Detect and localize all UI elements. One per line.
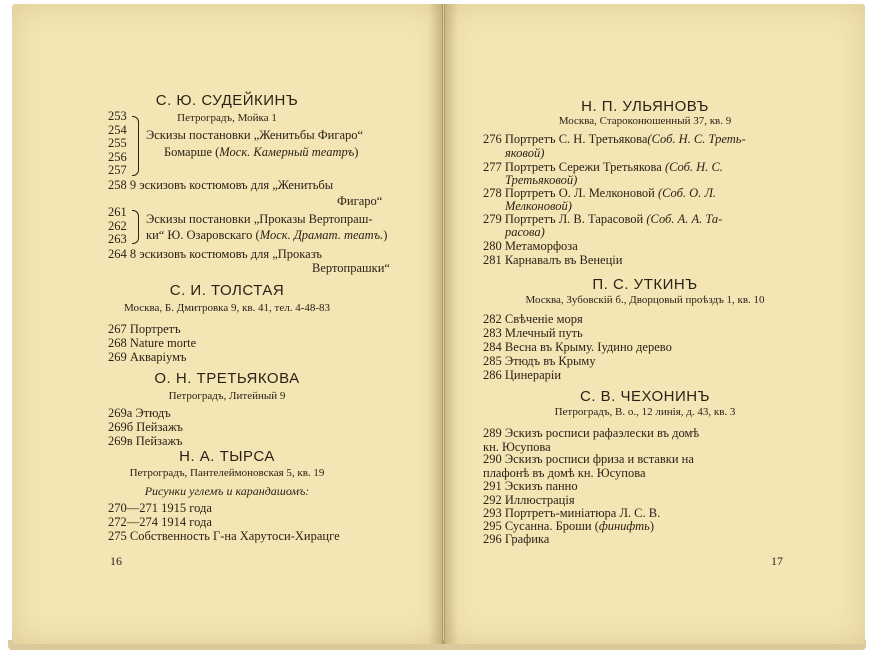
page-number: 16: [110, 554, 122, 568]
entry-268: 268 Nature morte: [108, 336, 197, 350]
entry-289: 289 Эскизъ росписи рафаэлески въ домѣ: [483, 426, 700, 440]
entry-number: 254: [108, 122, 127, 137]
entry-289-cont: кн. Юсупова: [483, 440, 551, 454]
brace: [132, 210, 139, 244]
entry-number: 261: [108, 205, 127, 219]
entry-owner: яковой): [505, 146, 545, 160]
entry-owner: (Соб. А. А. Та-: [646, 212, 723, 226]
entry-270-271: 270—271 1915 года: [108, 501, 212, 515]
entry-text: 278 Портретъ О. Л. Мелконовой: [483, 186, 658, 200]
entry-279: [483, 212, 722, 226]
book-spine: [428, 4, 458, 644]
entry-283: 283 Млечный путь: [483, 326, 583, 340]
artist-heading-utkin: П. С. УТКИНЪ: [592, 276, 698, 293]
entry-258-cont: Фигаро“: [337, 194, 383, 208]
entry-owner: финифть: [598, 519, 650, 533]
entry-286: 286 Цинераріи: [483, 368, 562, 382]
artist-heading-tolstaya: С. И. ТОЛСТАЯ: [169, 282, 285, 299]
entry-264-cont: Вертопрашки“: [312, 261, 390, 275]
entry-282: 282 Свѣченіе моря: [483, 312, 583, 326]
artist-address-chekhonin: Петроградъ, В. о., 12 линія, д. 43, кв. 3: [554, 406, 736, 418]
entry-number: 263: [108, 232, 127, 246]
entry-269b: 269б Пейзажъ: [108, 420, 183, 434]
entry-text: Эскизы постановки „Женитьбы Фигаро“: [146, 128, 364, 142]
entry-275: 275 Собственность Г-на Харутоси-Хирацге: [108, 529, 340, 543]
artist-address-tretyakova: Петроградъ, Литейный 9: [168, 390, 286, 402]
artist-heading-tretyakova: О. Н. ТРЕТЬЯКОВА: [154, 370, 300, 387]
entry-text-part: ): [383, 228, 388, 242]
entry-290: 290 Эскизъ росписи фриза и вставки на: [483, 452, 694, 466]
entry-owner: (Соб. О. Л.: [657, 186, 717, 200]
entry-292: 292 Иллюстрація: [483, 493, 575, 507]
entry-text: [146, 228, 387, 242]
artist-address-utkin: Москва, Зубовскій б., Дворцовый проѣздъ 1, кв. 10: [525, 294, 765, 306]
entry-267: 267 Портретъ: [108, 322, 181, 336]
entry-269a: 269а Этюдъ: [108, 406, 171, 420]
entry-293: 293 Портретъ-миніатюра Л. С. В.: [483, 506, 661, 520]
entry-291: 291 Эскизъ панно: [483, 479, 578, 493]
entry-owner: Мелконовой): [505, 199, 572, 213]
entry-text: [164, 145, 358, 159]
artist-address-tolstaya: Москва, Б. Дмитровка 9, кв. 41, тел. 4-48-83: [123, 302, 331, 314]
entry-text: 277 Портретъ Сережи Третьякова: [483, 160, 665, 174]
entry-272-274: 272—274 1914 года: [108, 515, 212, 529]
artist-heading-chekhonin: С. В. ЧЕХОНИНЪ: [579, 388, 710, 405]
entry-text: 276 Портретъ С. Н. Третьякова: [483, 132, 648, 146]
entry-numbers-253-257: [108, 110, 127, 178]
entry-284: 284 Весна въ Крыму. Іудино дерево: [483, 340, 672, 354]
entry-number: 255: [108, 136, 127, 150]
entry-296: 296 Графика: [483, 532, 550, 546]
entry-269v: 269в Пейзажъ: [108, 434, 183, 448]
entry-text-part: ): [354, 145, 359, 159]
entry-text: 279 Портретъ Л. В. Тарасовой: [483, 212, 647, 226]
entry-264: 264 8 эскизовъ костюмовъ для „Проказъ: [108, 247, 322, 261]
entry-295: [483, 519, 654, 533]
artist-address-sudeikin: Петроградъ, Мойка 1: [177, 112, 277, 124]
artist-heading-ulyanov: Н. П. УЛЬЯНОВЪ: [581, 98, 709, 115]
entry-text: 295 Сусанна. Броши (: [483, 519, 599, 533]
section-subtitle: Рисунки углемъ и карандашомъ:: [144, 484, 310, 498]
entry-number: 262: [108, 218, 127, 233]
entry-numbers-261-263: [108, 206, 127, 247]
entry-owner: (Соб. Н. С.: [664, 160, 723, 174]
entry-290-cont: плафонѣ въ домѣ кн. Юсупова: [483, 466, 646, 480]
entry-text: ): [649, 519, 655, 533]
entry-owner: Моск. Драмат. театъ.: [259, 228, 384, 242]
entry-owner: Третьяковой): [505, 173, 578, 187]
entry-258: 258 9 эскизовъ костюмовъ для „Женитьбы: [108, 178, 334, 192]
entry-owner: расова): [505, 225, 545, 239]
left-page: [12, 4, 443, 644]
entry-owner: Моск. Камерный театръ: [219, 145, 355, 159]
entry-text-part: Бомарше (: [164, 145, 220, 159]
entry-281: 281 Карнавалъ въ Венеціи: [483, 253, 623, 267]
entry-269: 269 Акваріумъ: [108, 350, 187, 364]
entry-number: 253: [108, 109, 127, 123]
entry-278: [483, 186, 716, 200]
entry-number: 257: [108, 163, 127, 177]
page-number: 17: [771, 554, 783, 568]
entry-285: 285 Этюдъ въ Крыму: [483, 354, 596, 368]
entry-text-part: ки“ Ю. Озаровскаго (: [146, 228, 260, 242]
artist-address-ulyanov: Москва, Староконюшенный 37, кв. 9: [558, 115, 732, 127]
entry-text: Эскизы постановки „Проказы Вертопраш-: [146, 212, 373, 226]
artist-heading-tyrsa: Н. А. ТЫРСА: [179, 448, 275, 465]
open-book: [8, 4, 868, 652]
right-page: [444, 4, 865, 644]
artist-address-tyrsa: Петроградъ, Пантелеймоновская 5, кв. 19: [129, 467, 325, 479]
brace: [132, 116, 139, 176]
entry-owner: (Соб. Н. С. Треть-: [647, 132, 746, 146]
entry-280: 280 Метаморфоза: [483, 239, 578, 253]
entry-277: [483, 160, 723, 174]
entry-276: [483, 132, 746, 146]
entry-number: 256: [108, 149, 127, 164]
artist-heading-sudeikin: С. Ю. СУДЕЙКИНЪ: [155, 92, 299, 109]
